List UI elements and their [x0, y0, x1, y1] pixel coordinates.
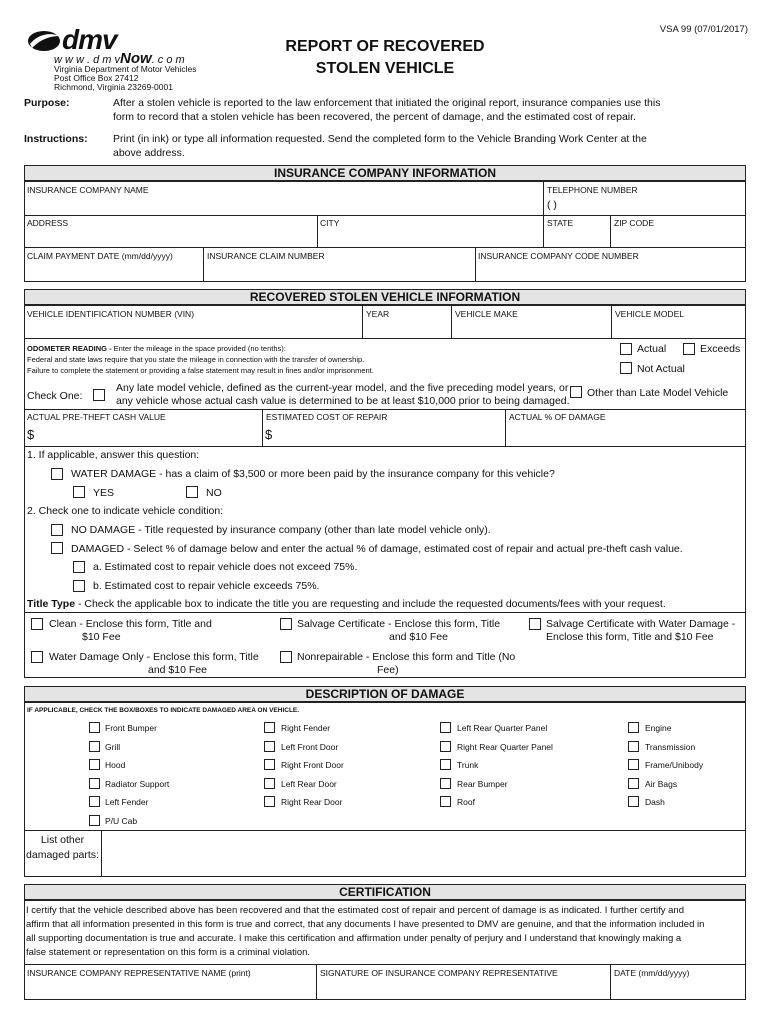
odometer-label: ODOMETER READING - Enter the mileage in the space provided (no tenths): [27, 344, 286, 353]
damage-dash-checkbox[interactable] [628, 796, 639, 807]
damaged-label: DAMAGED - Select % of damage below and enter the actual % of damage, estimated cost of repair and actual pre-theft cash value. [71, 543, 683, 555]
damage-section-heading: DESCRIPTION OF DAMAGE [24, 686, 746, 702]
clean-title-label-1: Clean - Enclose this form, Title and [49, 618, 212, 630]
damage-p-u-cab-checkbox[interactable] [89, 815, 100, 826]
damage-left-rear-door-checkbox[interactable] [264, 778, 275, 789]
damage-right-fender-label: Right Fender [281, 723, 331, 733]
est-cost-field[interactable]: ESTIMATED COST OF REPAIR [266, 412, 388, 422]
other-than-late-label: Other than Late Model Vehicle [587, 387, 729, 399]
damage-rear-bumper-checkbox[interactable] [440, 778, 451, 789]
purpose-text-2: form to record that a stolen vehicle has been recovered, the percent of damage, and the estimated cost of repair. [113, 111, 636, 123]
water-only-checkbox[interactable] [31, 651, 43, 663]
damage-engine-label: Engine [645, 723, 672, 733]
not-actual-checkbox[interactable] [620, 362, 632, 374]
damage-roof-checkbox[interactable] [440, 796, 451, 807]
damage-rear-bumper-label: Rear Bumper [457, 778, 508, 789]
water-damage-checkbox[interactable] [51, 468, 63, 480]
date-field[interactable]: DATE (mm/dd/yyyy) [614, 968, 690, 978]
damage-left-front-door-label: Left Front Door [281, 741, 339, 752]
water-damage-label: WATER DAMAGE - has a claim of $3,500 or more been paid by the insurance company for this vehicle? [71, 468, 555, 480]
make-field[interactable]: VEHICLE MAKE [455, 309, 518, 319]
damage-hood-label: Hood [105, 760, 126, 771]
damage-right-rear-quarter-panel-checkbox[interactable] [440, 741, 451, 752]
water-only-label-1: Water Damage Only - Enclose this form, Title [49, 651, 259, 663]
other-damaged-parts-input[interactable] [102, 831, 745, 876]
year-field[interactable]: YEAR [366, 309, 390, 319]
vehicle-section-heading: RECOVERED STOLEN VEHICLE INFORMATION [24, 289, 746, 305]
purpose-text-1: After a stolen vehicle is reported to the law enforcement that initiated the original report, insurance companies use this [113, 97, 661, 109]
zip-field[interactable]: ZIP CODE [614, 218, 654, 228]
damage-radiator-support-label: Radiator Support [105, 778, 170, 789]
claim-payment-date-field[interactable]: CLAIM PAYMENT DATE (mm/dd/yyyy) [27, 251, 173, 261]
telephone-parens: ( ) [547, 199, 557, 211]
damage-grill-label: Grill [105, 741, 121, 752]
damage-right-rear-door-checkbox[interactable] [264, 796, 275, 807]
late-model-text-1: Any late model vehicle, defined as the current-year model, and the five preceding model years, or [116, 382, 569, 394]
salvage-water-label-1: Salvage Certificate with Water Damage - [546, 618, 736, 630]
list-other-label-2: damaged parts: [26, 849, 99, 861]
dmv-logo [24, 26, 224, 90]
actual-label: Actual [637, 343, 667, 355]
agency-name: Virginia Department of Motor Vehicles [54, 64, 197, 74]
option-a-label: a. Estimated cost to repair vehicle does not exceed 75%. [93, 561, 358, 573]
clean-title-checkbox[interactable] [31, 618, 43, 630]
agency-po-box: Post Office Box 27412 [54, 73, 139, 83]
damage-p-u-cab-label: P/U Cab [105, 816, 138, 826]
damage-right-fender-checkbox[interactable] [264, 722, 275, 733]
damage-transmission-checkbox[interactable] [628, 741, 639, 752]
damage-left-fender-label: Left Fender [105, 797, 149, 808]
damaged-checkbox[interactable] [51, 542, 63, 554]
salvage-cert-label-2: and $10 Fee [389, 631, 448, 643]
yes-checkbox[interactable] [73, 486, 85, 498]
insurance-company-name-field[interactable]: INSURANCE COMPANY NAME [27, 185, 149, 195]
damage-roof-label: Roof [457, 797, 475, 808]
damage-left-rear-door-label: Left Rear Door [281, 778, 337, 789]
damage-engine-checkbox[interactable] [628, 722, 639, 733]
vin-field[interactable]: VEHICLE IDENTIFICATION NUMBER (VIN) [27, 309, 195, 319]
other-than-late-checkbox[interactable] [570, 386, 582, 398]
company-code-field[interactable]: INSURANCE COMPANY CODE NUMBER [478, 251, 639, 261]
title-type-instruction: Title Type - Check the applicable box to indicate the title you are requesting and include the requested documents/fees with your request. [27, 598, 666, 610]
instructions-text-1: Print (in ink) or type all information requested. Send the completed form to the Vehicle Branding Work Center at the [113, 133, 647, 145]
option-b-checkbox[interactable] [73, 580, 85, 592]
model-field[interactable]: VEHICLE MODEL [615, 309, 684, 319]
instructions-text-2: above address. [113, 147, 185, 159]
no-checkbox[interactable] [186, 486, 198, 498]
question-2: 2. Check one to indicate vehicle condition: [27, 505, 224, 517]
certification-text-4: false statement or representation on this form is a criminal violation. [26, 947, 311, 958]
state-field[interactable]: STATE [547, 218, 574, 228]
insurance-section [24, 181, 746, 282]
exceeds-checkbox[interactable] [683, 343, 695, 355]
damage-radiator-support-checkbox[interactable] [89, 778, 100, 789]
telephone-field[interactable]: TELEPHONE NUMBER [547, 185, 638, 195]
check-one-label: Check One: [27, 390, 83, 402]
option-a-checkbox[interactable] [73, 561, 85, 573]
agency-city: Richmond, Virginia 23269-0001 [54, 82, 173, 92]
certification-text-3: all supporting documentation is true and accurate. I make this certification and affirmation under penalty of perjury and I understand that knowingly making a [26, 933, 682, 944]
question-1: 1. If applicable, answer this question: [27, 449, 200, 461]
pre-theft-dollar: $ [27, 427, 35, 442]
certification-section-heading: CERTIFICATION [24, 884, 746, 900]
yes-label: YES [93, 487, 115, 499]
damage-frame-unibody-checkbox[interactable] [628, 759, 639, 770]
nonrepairable-checkbox[interactable] [280, 651, 292, 663]
odometer-text-2: Federal and state laws require that you state the mileage in connection with the transfer of ownership. [27, 355, 365, 364]
insurance-section-heading: INSURANCE COMPANY INFORMATION [24, 165, 746, 181]
clean-title-label-2: $10 Fee [82, 631, 121, 643]
damage-air-bags-label: Air Bags [645, 778, 678, 789]
city-field[interactable]: CITY [320, 218, 340, 228]
damage-trunk-checkbox[interactable] [440, 759, 451, 770]
salvage-water-checkbox[interactable] [529, 618, 541, 630]
no-damage-label: NO DAMAGE - Title requested by insurance company (other than late model vehicle only). [71, 524, 491, 536]
nonrepairable-label-2: Fee) [377, 664, 399, 676]
damage-left-fender-checkbox[interactable] [89, 796, 100, 807]
no-label: NO [206, 487, 222, 499]
damage-hood-checkbox[interactable] [89, 759, 100, 770]
dmv-logo-text: dmv [62, 24, 117, 55]
damage-right-front-door-label: Right Front Door [281, 760, 344, 771]
signature-field[interactable]: SIGNATURE OF INSURANCE COMPANY REPRESENTATIVE [320, 968, 558, 978]
damage-frame-unibody-label: Frame/Unibody [645, 760, 704, 771]
purpose-label: Purpose: [24, 97, 70, 109]
damage-left-front-door-checkbox[interactable] [264, 741, 275, 752]
late-model-text-2: any vehicle whose actual cash value is determined to be at least $10,000 prior to being damaged. [116, 395, 570, 407]
late-model-checkbox[interactable] [93, 389, 105, 401]
damage-front-bumper-checkbox[interactable] [89, 722, 100, 733]
damage-left-rear-quarter-panel-label: Left Rear Quarter Panel [457, 723, 548, 733]
exceeds-label: Exceeds [700, 343, 741, 355]
pct-damage-field[interactable]: ACTUAL % OF DAMAGE [509, 412, 606, 422]
damage-air-bags-checkbox[interactable] [628, 778, 639, 789]
odometer-text-3: Failure to complete the statement or providing a false statement may result in fines and/or imprisonment. [27, 366, 374, 375]
claim-number-field[interactable]: INSURANCE CLAIM NUMBER [207, 251, 325, 261]
damage-front-bumper-label: Front Bumper [105, 723, 157, 733]
salvage-cert-checkbox[interactable] [280, 618, 292, 630]
certification-text-1: I certify that the vehicle described above has been recovered and that the estimated cost of repair and percent of damage is as indicated. I further certify and [26, 905, 684, 916]
damage-left-rear-quarter-panel-checkbox[interactable] [440, 722, 451, 733]
dmv-url: w w w . d m vNow. c o m [54, 50, 185, 67]
rep-name-field[interactable]: INSURANCE COMPANY REPRESENTATIVE NAME (print) [27, 968, 251, 978]
form-title-line1: REPORT OF RECOVERED [285, 38, 485, 55]
damage-grill-checkbox[interactable] [89, 741, 100, 752]
salvage-water-label-2: Enclose this form, Title and $10 Fee [546, 631, 714, 643]
pre-theft-value-field[interactable]: ACTUAL PRE-THEFT CASH VALUE [27, 412, 166, 422]
instructions-label: Instructions: [24, 133, 88, 145]
damage-right-front-door-checkbox[interactable] [264, 759, 275, 770]
option-b-label: b. Estimated cost to repair vehicle exceeds 75%. [93, 580, 320, 592]
water-only-label-2: and $10 Fee [148, 664, 207, 676]
actual-checkbox[interactable] [620, 343, 632, 355]
damage-transmission-label: Transmission [645, 741, 696, 752]
est-cost-dollar: $ [265, 427, 273, 442]
list-other-label-1: List other [40, 834, 85, 846]
not-actual-label: Not Actual [637, 363, 685, 375]
form-number: VSA 99 (07/01/2017) [659, 24, 748, 35]
damage-trunk-label: Trunk [457, 760, 479, 771]
damage-dash-label: Dash [645, 797, 665, 808]
nonrepairable-label-1: Nonrepairable - Enclose this form and Title (No [297, 651, 516, 663]
no-damage-checkbox[interactable] [51, 524, 63, 536]
address-field[interactable]: ADDRESS [27, 218, 69, 228]
salvage-cert-label-1: Salvage Certificate - Enclose this form, Title [297, 618, 501, 630]
damage-instruction: IF APPLICABLE, CHECK THE BOX/BOXES TO INDICATE DAMAGED AREA ON VEHICLE. [27, 707, 300, 714]
form-title-line2: STOLEN VEHICLE [315, 60, 455, 77]
certification-text-2: affirm that all information presented in this form is true and correct, that any documents I have presented to DMV are genuine, and that the information included in [26, 919, 705, 930]
damage-right-rear-door-label: Right Rear Door [281, 797, 343, 808]
damage-right-rear-quarter-panel-label: Right Rear Quarter Panel [457, 741, 553, 752]
